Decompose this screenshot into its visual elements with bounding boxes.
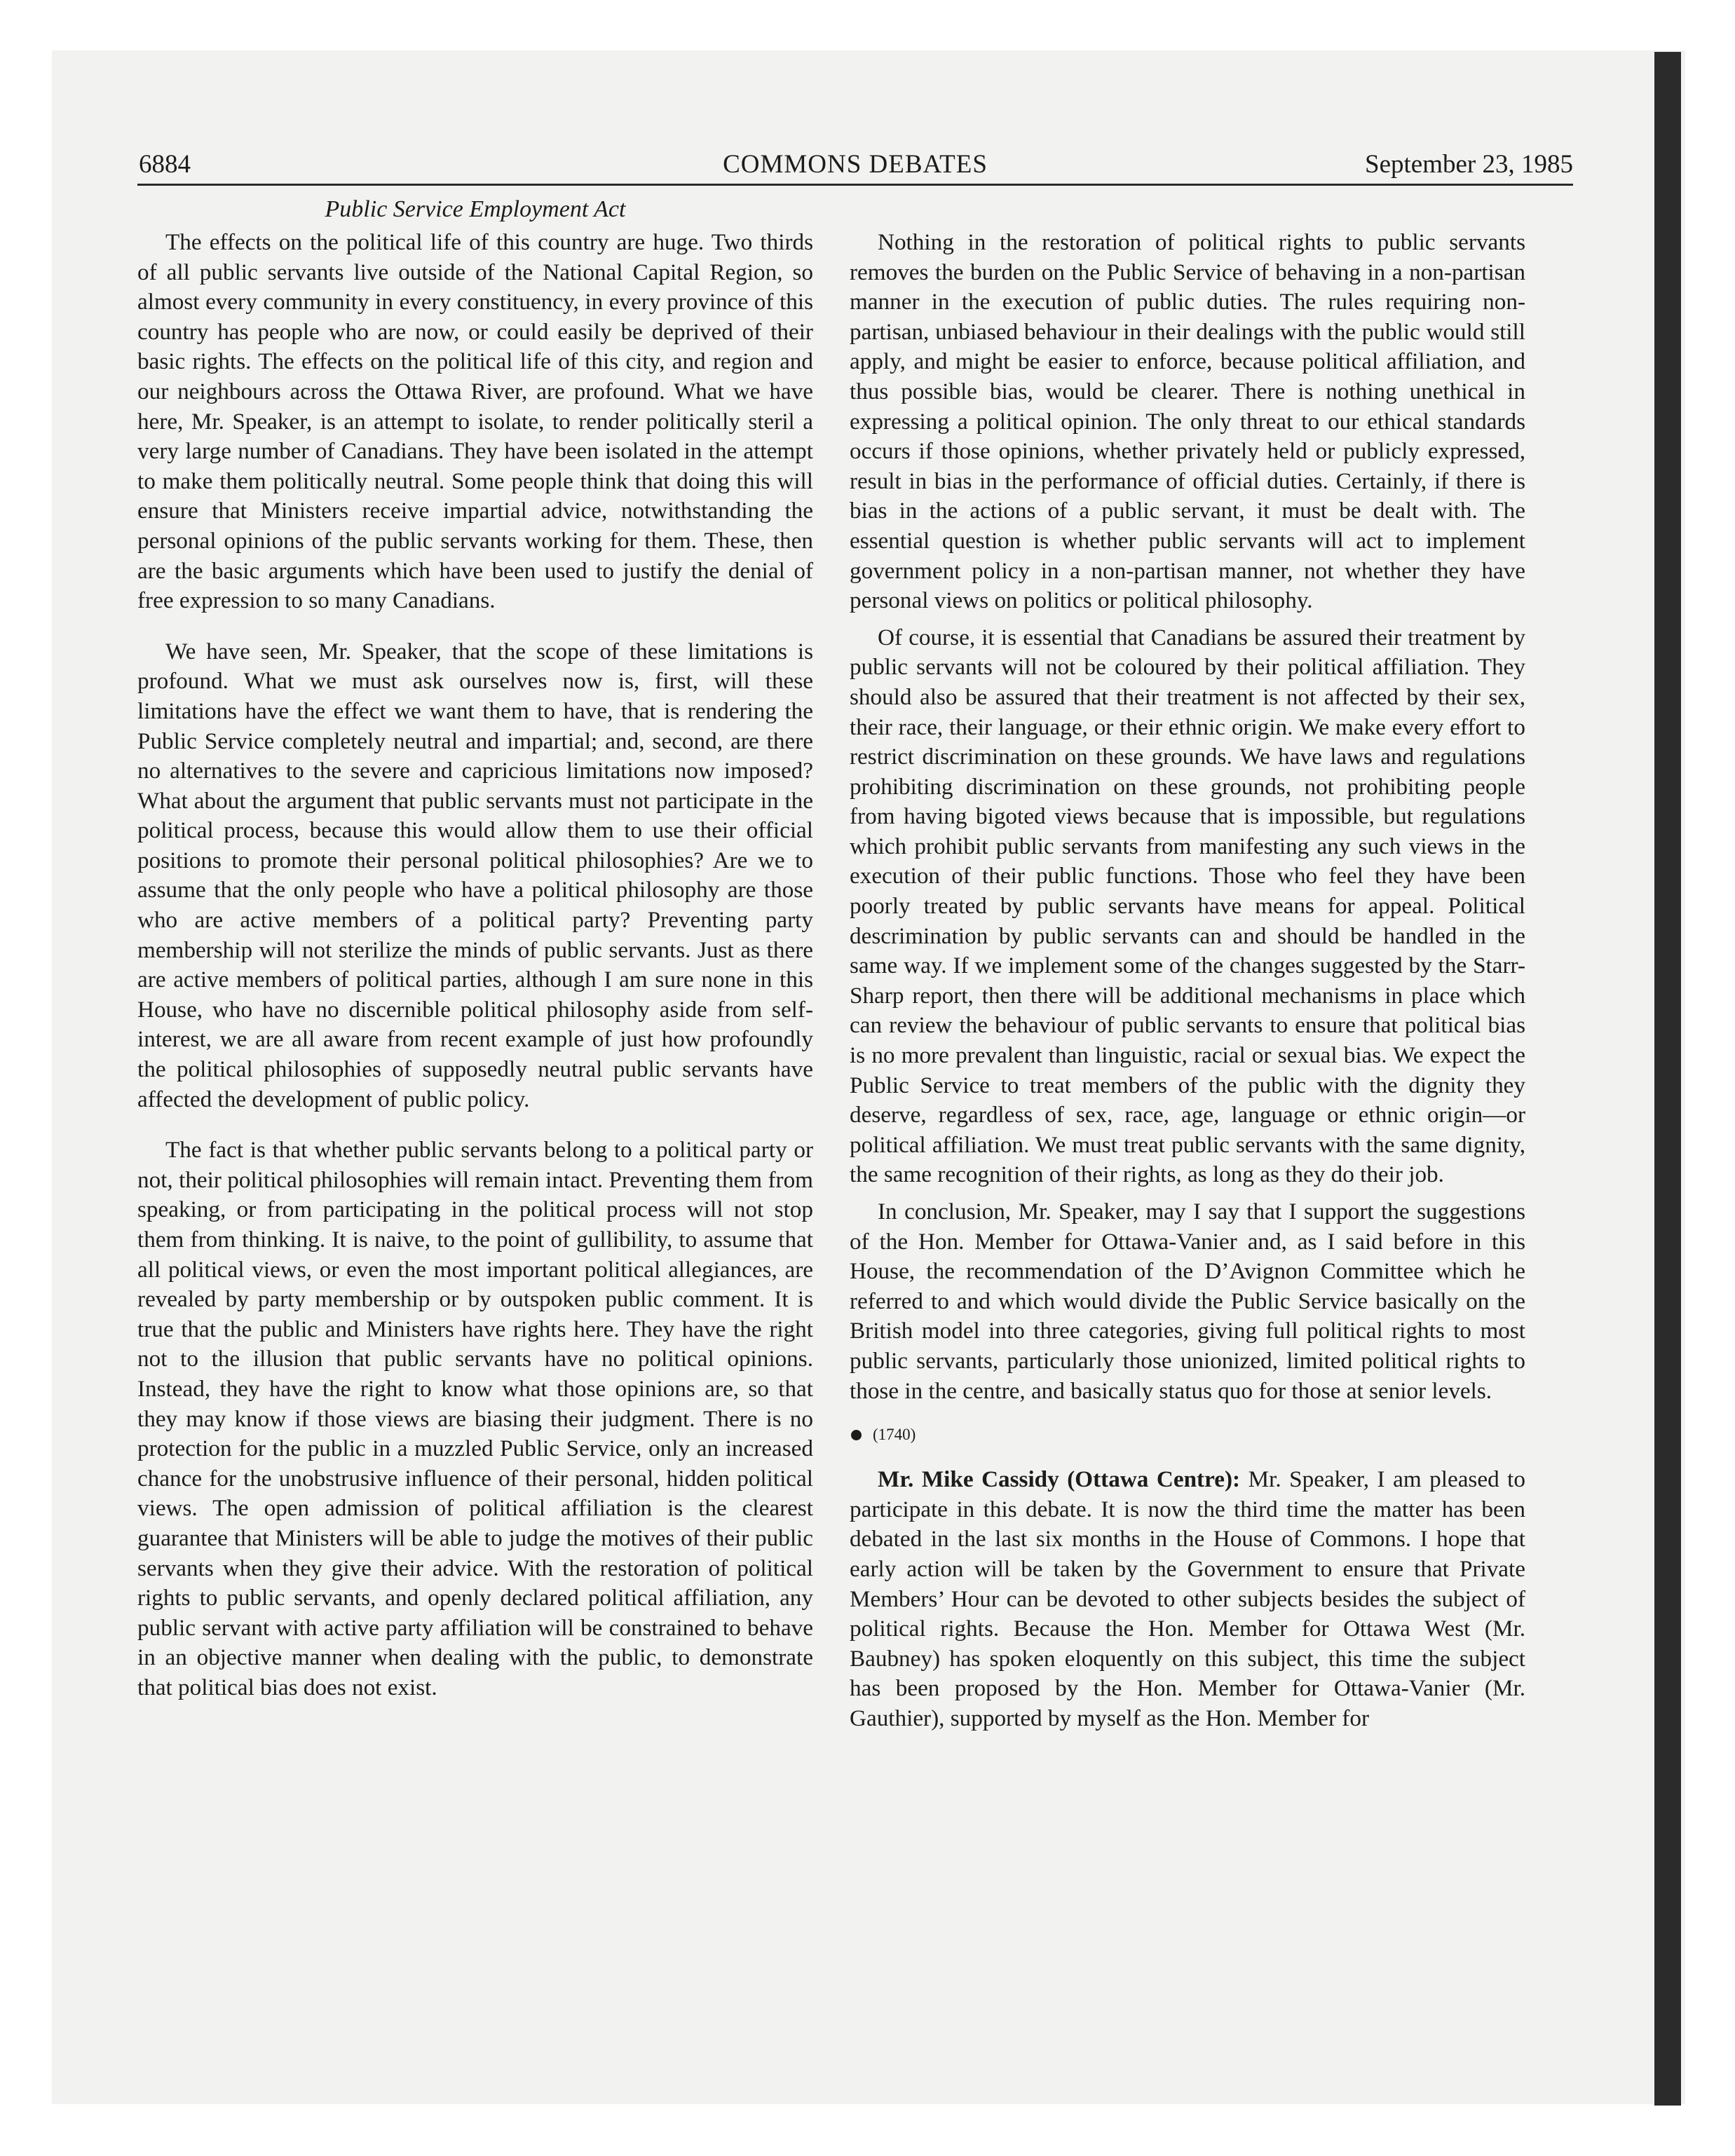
- speaker-name: Mr. Mike Cassidy (Ottawa Centre):: [878, 1466, 1241, 1493]
- time-stamp: (1740): [873, 1426, 916, 1444]
- subject-heading: Public Service Employment Act: [325, 196, 626, 222]
- speaker-text: Mr. Speaker, I am pleased to participate in this debate. It is now the third time the matter has been debated in the last six months in the House of Commons. I hope that early action will be taken by the Government to ensure that Private Members’ Hour can be devoted to other subjects besides the subject of political rights. Because the Hon. Member for Ottawa West (Mr. Baubney) has spoken eloquently on this subject, this time the subject has been proposed by the Hon. Member for Ottawa-Vanier (Mr. Gauthier), supported by myself as the Hon. Member for: [850, 1466, 1525, 1731]
- paragraph: We have seen, Mr. Speaker, that the scope of these limitations is profound. What we must ask ourselves now is, first, will these limitations have the effect we want them to have, that is rendering the Public Service completely neutral and impartial; and, second, are there no alternatives to the severe and capricious limitations now imposed? What about the argument that public servants must not participate in the political process, because this would allow them to use their official positions to promote their personal political philosophies? Are we to assume that the only people who have a political philosophy are those who are active members of a political party? Preventing party membership will not sterilize the minds of public servants. Just as there are active members of political parties, although I am sure none in this House, who have no discernible political philosophy aside from self-interest, we are all aware from recent example of just how profoundly the political philosophies of supposedly neutral public servants have affected the development of public policy.: [137, 638, 813, 1112]
- page-number: 6884: [139, 150, 191, 179]
- paragraph: Of course, it is essential that Canadians be assured their treatment by public servants will not be coloured by their political affiliation. They should also be assured that their treatment is not affected by their sex, their race, their language, or their ethnic origin. We make every effort to restrict discrimination on these grounds. We have laws and regulations prohibiting discrimination on these grounds, not prohibiting people from having bigoted views because that is impossible, but regulations which prohibit public servants from manifesting any such views in the execution of their public functions. Those who feel they have been poorly treated by public servants have means for appeal. Political descrimination by public servants can and should be handled in the same way. If we implement some of the changes suggested by the Starr-Sharp report, then there will be additional mechanisms in place which can review the behaviour of public servants to ensure that political bias is no more prevalent than linguistic, racial or sexual bias. We expect the Public Service to treat members of the public with the dignity they deserve, regardless of sex, race, age, language or ethnic origin—or political affiliation. We must treat public servants with the same dignity, the same recognition of their rights, as long as they do their job.: [850, 624, 1525, 1188]
- speaker-paragraph: [850, 1465, 1525, 1733]
- bullet-icon: [851, 1430, 862, 1440]
- paragraph: The fact is that whether public servants belong to a political party or not, their political philosophies will remain intact. Preventing them from speaking, or from participating in the political process will not stop them from thinking. It is naive, to the point of gullibility, to assume that all political views, or even the most important political allegiances, are revealed by party membership or by outspoken public comment. It is true that the public and Ministers have rights here. They have the right not to the illusion that public servants have no political opinions. Instead, they have the right to know what those opinions are, so that they may know if those views are biasing their judgment. There is no protection for the public in a muzzled Public Service, only an increased chance for the unobstrusive influence of their personal, hidden political views. The open admission of political affiliation is the clearest guarantee that Ministers will be able to judge the motives of their public servants when they give their advice. With the restoration of political rights to public servants, and openly declared political affiliation, any public servant with active party affiliation will be constrained to behave in an objective manner when dealing with the public, to demonstrate that political bias does not exist.: [137, 1137, 813, 1700]
- right-column: [850, 194, 1525, 1734]
- time-marker: [850, 1424, 1525, 1445]
- publication-title: COMMONS DEBATES: [723, 150, 988, 179]
- column-top-spacer: [850, 194, 1525, 228]
- running-header: [137, 146, 1573, 186]
- left-column: [137, 194, 813, 1703]
- issue-date: September 23, 1985: [1365, 150, 1573, 179]
- paragraph: Nothing in the restoration of political rights to public servants removes the burden on the Public Service of behaving in a non-partisan manner in the execution of public duties. The rules requiring non-partisan, unbiased behaviour in their dealings with the public would still apply, and might be easier to enforce, because political affiliation, and thus possible bias, would be clearer. There is nothing unethical in expressing a political opinion. The only threat to our ethical standards occurs if those opinions, whether privately held or publicly expressed, result in bias in the performance of official duties. Certainly, if there is bias in the actions of a public servant, it must be dealt with. The essential question is whether public servants will act to implement government policy in a non-partisan manner, not whether they have personal views on politics or political philosophy.: [850, 229, 1525, 614]
- binding-edge-shadow: [1654, 52, 1681, 2106]
- paragraph: The effects on the political life of this country are huge. Two thirds of all public servants live outside of the National Capital Region, so almost every community in every constituency, in every province of this country has people who are now, or could easily be deprived of their basic rights. The effects on the political life of this city, and region and our neighbours across the Ottawa River, are profound. What we have here, Mr. Speaker, is an attempt to isolate, to render politically steril a very large number of Canadians. They have been isolated in the attempt to make them politically neutral. Some people think that doing this will ensure that Ministers receive impartial advice, notwithstanding the personal opinions of the public servants working for them. These, then are the basic arguments which have been used to justify the denial of free expression to so many Canadians.: [137, 229, 813, 614]
- paragraph: In conclusion, Mr. Speaker, may I say that I support the suggestions of the Hon. Member for Ottawa-Vanier and, as I said before in this House, the recommendation of the D’Avignon Committee which he referred to and which would divide the Public Service basically on the British model into three categories, giving full political rights to most public servants, particularly those unionized, limited political rights to those in the centre, and basically status quo for those at senior levels.: [850, 1199, 1525, 1404]
- document-page: [137, 146, 1573, 1731]
